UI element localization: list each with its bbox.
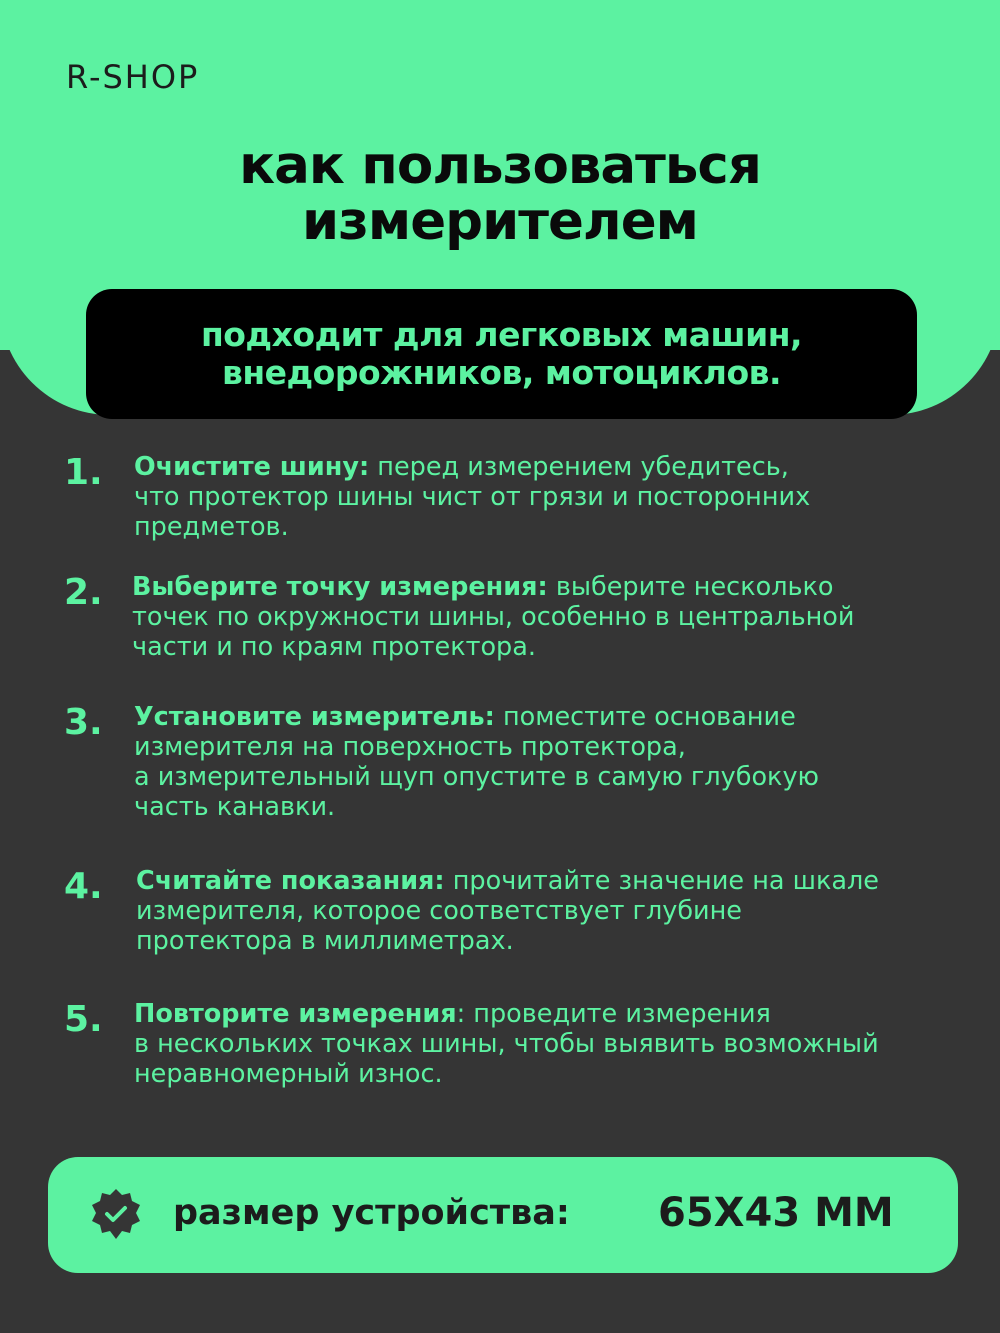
step-line: предметов. bbox=[134, 512, 289, 542]
step-line: поместите основание bbox=[502, 702, 796, 732]
step-line: измерителя на поверхность протектора, bbox=[134, 732, 686, 762]
title-line-1: как пользоваться bbox=[239, 135, 761, 196]
check-badge-icon bbox=[88, 1187, 144, 1243]
page-title bbox=[0, 135, 1000, 252]
step-number: 5. bbox=[64, 999, 103, 1040]
step-line: что протектор шины чист от грязи и посторонних bbox=[134, 482, 811, 512]
step-line: прочитайте значение на шкале bbox=[452, 866, 879, 896]
compatibility-banner bbox=[86, 289, 917, 419]
step-line: измерителя, которое соответствует глубине bbox=[136, 896, 742, 926]
step-number: 1. bbox=[64, 452, 103, 493]
step-number: 2. bbox=[64, 572, 103, 613]
step-line: в нескольких точках шины, чтобы выявить возможный bbox=[134, 1029, 879, 1059]
step-number: 4. bbox=[64, 866, 103, 907]
title-line-2: измерителем bbox=[301, 191, 699, 252]
device-size-box bbox=[48, 1157, 958, 1273]
step-line: перед измерением убедитесь, bbox=[377, 452, 789, 482]
step-heading: Считайте показания: bbox=[136, 866, 445, 896]
step-heading: Повторите измерения bbox=[134, 999, 457, 1029]
step-line: точек по окружности шины, особенно в центральной bbox=[132, 602, 855, 632]
step-text bbox=[134, 452, 964, 542]
step-line: а измерительный щуп опустите в самую глубокую bbox=[134, 762, 820, 792]
step-line: часть канавки. bbox=[134, 792, 336, 822]
step-text bbox=[134, 999, 964, 1089]
step-line: неравномерный износ. bbox=[134, 1059, 443, 1089]
step-number: 3. bbox=[64, 702, 103, 743]
step-text bbox=[132, 572, 962, 662]
step-heading: Выберите точку измерения: bbox=[132, 572, 548, 602]
size-label: размер устройства: bbox=[173, 1193, 570, 1233]
step-heading: Очистите шину: bbox=[134, 452, 370, 482]
step-line: выберите несколько bbox=[555, 572, 834, 602]
banner-line-2: внедорожников, мотоциклов. bbox=[221, 353, 782, 392]
step-text bbox=[136, 866, 966, 956]
step-line: протектора в миллиметрах. bbox=[136, 926, 514, 956]
banner-text bbox=[201, 316, 802, 392]
step-heading: Установите измеритель: bbox=[134, 702, 495, 732]
brand-name: R-SHOP bbox=[66, 58, 200, 96]
step-line: части и по краям протектора. bbox=[132, 632, 536, 662]
banner-line-1: подходит для легковых машин, bbox=[200, 315, 803, 354]
size-value: 65X43 MM bbox=[658, 1190, 894, 1236]
step-line: : проведите измерения bbox=[456, 999, 771, 1029]
step-text bbox=[134, 702, 964, 822]
